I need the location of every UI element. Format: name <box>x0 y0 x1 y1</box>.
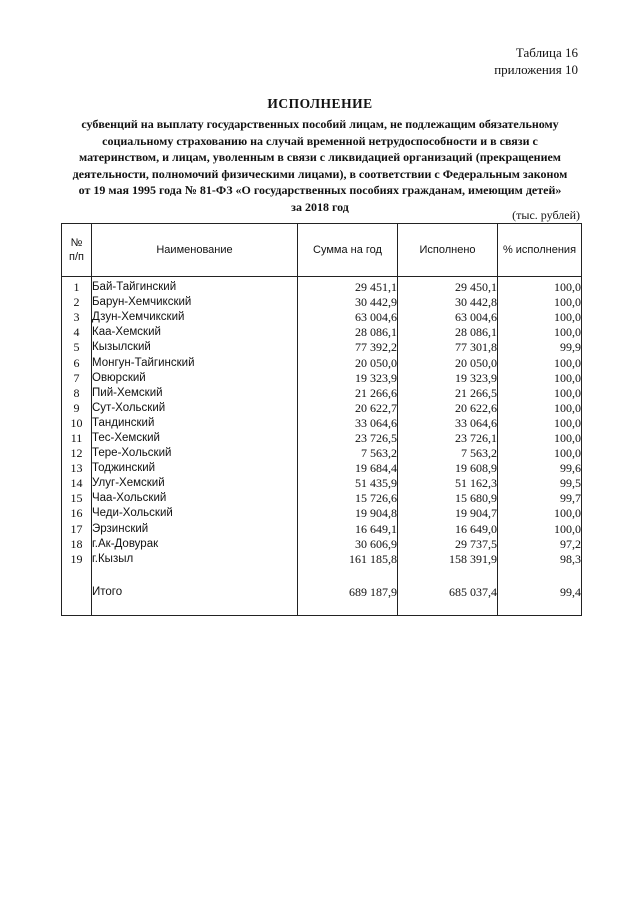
row-percent: 100,0 <box>498 325 582 340</box>
row-number: 11 <box>62 431 92 446</box>
row-number: 14 <box>62 476 92 491</box>
table-spacer-row <box>62 567 582 583</box>
row-number: 1 <box>62 277 92 296</box>
row-percent: 100,0 <box>498 416 582 431</box>
subtitle-line: деятельности, полномочий физическими лицами), в соответствии с Федеральным законом <box>72 166 568 181</box>
row-executed: 20 622,6 <box>398 401 498 416</box>
subtitle-line: материнством, и лицам, уволенным в связи с ликвидацией организаций (прекращением <box>79 150 561 165</box>
row-year-sum: 19 684,4 <box>298 461 398 476</box>
table-row <box>62 446 582 461</box>
row-year-sum: 23 726,5 <box>298 431 398 446</box>
row-year-sum: 51 435,9 <box>298 476 398 491</box>
table-row <box>62 277 582 296</box>
row-executed: 77 301,8 <box>398 340 498 355</box>
row-year-sum: 19 904,8 <box>298 506 398 521</box>
row-executed: 21 266,5 <box>398 386 498 401</box>
row-executed: 19 323,9 <box>398 371 498 386</box>
row-executed: 28 086,1 <box>398 325 498 340</box>
row-executed: 15 680,9 <box>398 491 498 506</box>
row-year-sum: 161 185,8 <box>298 552 398 567</box>
row-year-sum: 7 563,2 <box>298 446 398 461</box>
row-year-sum: 16 649,1 <box>298 522 398 537</box>
row-number: 2 <box>62 295 92 310</box>
header-executed: Исполнено <box>398 224 498 277</box>
row-year-sum: 20 622,7 <box>298 401 398 416</box>
row-executed: 7 563,2 <box>398 446 498 461</box>
total-year-sum: 689 187,9 <box>298 583 398 605</box>
row-name: Каа-Хемский <box>92 325 298 340</box>
document-subtitle <box>60 116 580 216</box>
row-year-sum: 77 392,2 <box>298 340 398 355</box>
row-year-sum: 29 451,1 <box>298 277 398 296</box>
table-row <box>62 355 582 370</box>
row-executed: 19 608,9 <box>398 461 498 476</box>
row-percent: 100,0 <box>498 310 582 325</box>
row-executed: 33 064,6 <box>398 416 498 431</box>
row-percent: 100,0 <box>498 386 582 401</box>
row-name: Чеди-Хольский <box>92 506 298 521</box>
table-row <box>62 401 582 416</box>
row-percent: 100,0 <box>498 446 582 461</box>
row-number: 10 <box>62 416 92 431</box>
row-name: Тандинский <box>92 416 298 431</box>
row-percent: 99,6 <box>498 461 582 476</box>
row-percent: 100,0 <box>498 371 582 386</box>
row-number: 13 <box>62 461 92 476</box>
row-executed: 51 162,3 <box>398 476 498 491</box>
row-name: Тере-Хольский <box>92 446 298 461</box>
row-percent: 100,0 <box>498 295 582 310</box>
row-year-sum: 15 726,6 <box>298 491 398 506</box>
table-row <box>62 295 582 310</box>
header-year-sum: Сумма на год <box>298 224 398 277</box>
row-percent: 100,0 <box>498 277 582 296</box>
row-year-sum: 28 086,1 <box>298 325 398 340</box>
table-row <box>62 461 582 476</box>
row-name: Чаа-Хольский <box>92 491 298 506</box>
row-executed: 16 649,0 <box>398 522 498 537</box>
row-year-sum: 20 050,0 <box>298 355 398 370</box>
row-percent: 98,3 <box>498 552 582 567</box>
subtitle-line: социальному страхованию на случай временной нетрудоспособности и в связи с <box>102 133 538 148</box>
table-row <box>62 552 582 567</box>
row-year-sum: 30 442,9 <box>298 295 398 310</box>
row-executed: 29 737,5 <box>398 537 498 552</box>
total-label: Итого <box>92 583 298 605</box>
row-number: 19 <box>62 552 92 567</box>
row-year-sum: 19 323,9 <box>298 371 398 386</box>
row-number: 7 <box>62 371 92 386</box>
row-number: 3 <box>62 310 92 325</box>
row-name: Монгун-Тайгинский <box>92 355 298 370</box>
table-number: Таблица 16 <box>515 45 578 60</box>
total-number <box>62 583 92 605</box>
table-row <box>62 431 582 446</box>
table-row <box>62 371 582 386</box>
units-label: (тыс. рублей) <box>512 208 580 222</box>
table-row <box>62 310 582 325</box>
row-executed: 29 450,1 <box>398 277 498 296</box>
appendix-number: приложения 10 <box>494 62 578 77</box>
row-name: Овюрский <box>92 371 298 386</box>
table-row <box>62 386 582 401</box>
total-executed: 685 037,4 <box>398 583 498 605</box>
table-reference <box>494 44 578 78</box>
table-row <box>62 325 582 340</box>
row-name: г.Кызыл <box>92 552 298 567</box>
row-executed: 158 391,9 <box>398 552 498 567</box>
table-total-row <box>62 583 582 605</box>
row-executed: 19 904,7 <box>398 506 498 521</box>
row-name: Барун-Хемчикский <box>92 295 298 310</box>
row-percent: 100,0 <box>498 355 582 370</box>
table-row <box>62 416 582 431</box>
row-number: 18 <box>62 537 92 552</box>
table-header-row <box>62 224 582 277</box>
total-percent: 99,4 <box>498 583 582 605</box>
row-percent: 99,7 <box>498 491 582 506</box>
row-number: 15 <box>62 491 92 506</box>
row-percent: 99,5 <box>498 476 582 491</box>
header-percent: % исполнения <box>498 224 582 277</box>
header-number <box>62 224 92 277</box>
row-executed: 30 442,8 <box>398 295 498 310</box>
row-name: Эрзинский <box>92 522 298 537</box>
header-number-sign: № <box>70 237 83 249</box>
row-number: 4 <box>62 325 92 340</box>
row-year-sum: 21 266,6 <box>298 386 398 401</box>
row-executed: 20 050,0 <box>398 355 498 370</box>
row-percent: 100,0 <box>498 431 582 446</box>
row-year-sum: 63 004,6 <box>298 310 398 325</box>
row-name: Дзун-Хемчикский <box>92 310 298 325</box>
row-name: Бай-Тайгинский <box>92 277 298 296</box>
row-name: Тоджинский <box>92 461 298 476</box>
row-number: 5 <box>62 340 92 355</box>
row-number: 16 <box>62 506 92 521</box>
row-percent: 99,9 <box>498 340 582 355</box>
row-name: Кызылский <box>92 340 298 355</box>
table-row <box>62 537 582 552</box>
row-percent: 100,0 <box>498 401 582 416</box>
execution-table <box>61 223 582 616</box>
row-name: Сут-Хольский <box>92 401 298 416</box>
table-bottom-border <box>62 605 582 616</box>
row-executed: 23 726,1 <box>398 431 498 446</box>
row-number: 6 <box>62 355 92 370</box>
table-row <box>62 491 582 506</box>
row-percent: 100,0 <box>498 522 582 537</box>
row-name: Пий-Хемский <box>92 386 298 401</box>
row-percent: 97,2 <box>498 537 582 552</box>
table-row <box>62 340 582 355</box>
row-number: 12 <box>62 446 92 461</box>
row-number: 8 <box>62 386 92 401</box>
row-number: 17 <box>62 522 92 537</box>
row-name: Улуг-Хемский <box>92 476 298 491</box>
header-number-abbr: п/п <box>69 251 84 263</box>
row-percent: 100,0 <box>498 506 582 521</box>
row-year-sum: 33 064,6 <box>298 416 398 431</box>
header-name: Наименование <box>92 224 298 277</box>
table-row <box>62 476 582 491</box>
subtitle-line: субвенций на выплату государственных пособий лицам, не подлежащим обязательному <box>81 117 559 131</box>
document-heading <box>60 96 580 216</box>
table-row <box>62 506 582 521</box>
subtitle-line: от 19 мая 1995 года № 81-ФЗ «О государственных пособиях гражданам, имеющим детей» <box>78 183 562 198</box>
row-name: г.Ак-Довурак <box>92 537 298 552</box>
table-row <box>62 522 582 537</box>
row-executed: 63 004,6 <box>398 310 498 325</box>
row-name: Тес-Хемский <box>92 431 298 446</box>
subtitle-line: за 2018 год <box>291 199 349 214</box>
row-number: 9 <box>62 401 92 416</box>
document-title: ИСПОЛНЕНИЕ <box>267 96 373 111</box>
row-year-sum: 30 606,9 <box>298 537 398 552</box>
